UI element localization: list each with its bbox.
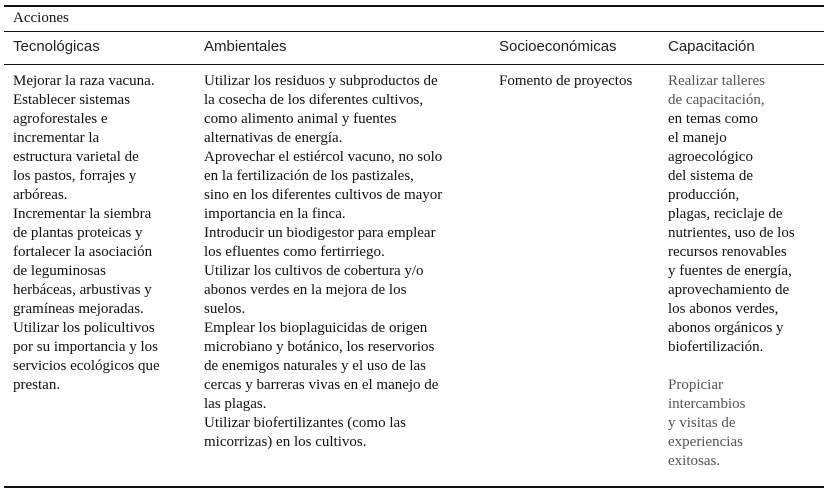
cell-line: Utilizar los residuos y subproductos de <box>204 73 438 89</box>
cell-line: producción, <box>668 187 740 203</box>
header-ambientales: Ambientales <box>204 38 287 55</box>
cell-line: Utilizar biofertilizantes (como las <box>204 415 407 431</box>
column-capacitacion <box>668 72 795 471</box>
cell-line: suelos. <box>204 301 246 317</box>
cell-line: y fuentes de energía, <box>668 263 792 279</box>
cell-line: sino en los diferentes cultivos de mayor <box>204 187 443 203</box>
capacitacion-block-talleres <box>668 72 795 357</box>
table-top-rule <box>4 5 824 7</box>
cell-line: Establecer sistemas <box>13 92 131 108</box>
column-tecnologicas <box>13 72 160 395</box>
column-socioeconomicas <box>499 72 632 91</box>
cell-line: herbáceas, arbustivas y <box>13 282 152 298</box>
cell-line: incrementar la <box>13 130 100 146</box>
cell-line: agroecológico <box>668 149 753 165</box>
block-spacer <box>668 357 795 376</box>
cell-line: el manejo <box>668 130 727 146</box>
header-capacitacion: Capacitación <box>668 38 755 55</box>
cell-line: plagas, reciclaje de <box>668 206 783 222</box>
cell-line: micorrizas) en los cultivos. <box>204 434 367 450</box>
cell-line: Incrementar la siembra <box>13 206 152 222</box>
cell-line: por su importancia y los <box>13 339 158 355</box>
cell-line: Utilizar los policultivos <box>13 320 155 336</box>
header-tecnologicas: Tecnológicas <box>13 38 100 55</box>
cell-line: cercas y barreras vivas en el manejo de <box>204 377 439 393</box>
cell-line: los efluentes como fertirriego. <box>204 244 385 260</box>
cell-line: Propiciar <box>668 377 723 393</box>
table-bottom-rule <box>4 486 824 488</box>
cell-line: intercambios <box>668 396 746 412</box>
cell-line: Utilizar los cultivos de cobertura y/o <box>204 263 424 279</box>
cell-line: abonos verdes en la mejora de los <box>204 282 407 298</box>
cell-line: Fomento de proyectos <box>499 73 633 89</box>
cell-line: fortalecer la asociación <box>13 244 153 260</box>
cell-line: los abonos verdes, <box>668 301 779 317</box>
cell-line: prestan. <box>13 377 61 393</box>
cell-line: microbiano y botánico, los reservorios <box>204 339 435 355</box>
cell-line: experiencias <box>668 434 743 450</box>
cell-line: de leguminosas <box>13 263 106 279</box>
cell-line: de plantas proteicas y <box>13 225 143 241</box>
cell-line: en la fertilización de los pastizales, <box>204 168 414 184</box>
cell-line: arbóreas. <box>13 187 68 203</box>
header-rule <box>4 64 824 65</box>
cell-line: Emplear los bioplaguicidas de origen <box>204 320 428 336</box>
cell-line: servicios ecológicos que <box>13 358 160 374</box>
cell-line: exitosas. <box>668 453 721 469</box>
cell-line: de capacitación, <box>668 92 765 108</box>
cell-line: en temas como <box>668 111 758 127</box>
cell-line: Introducir un biodigestor para emplear <box>204 225 436 241</box>
table-title: Acciones <box>13 10 69 26</box>
cell-line: los pastos, forrajes y <box>13 168 137 184</box>
cell-line: biofertilización. <box>668 339 764 355</box>
cell-line: estructura varietal de <box>13 149 139 165</box>
cell-line: y visitas de <box>668 415 736 431</box>
cell-line: Aprovechar el estiércol vacuno, no solo <box>204 149 443 165</box>
cell-line: abonos orgánicos y <box>668 320 784 336</box>
header-socioeconomicas: Socioeconómicas <box>499 38 617 55</box>
column-ambientales <box>204 72 442 452</box>
title-rule <box>4 31 824 32</box>
cell-line: aprovechamiento de <box>668 282 790 298</box>
cell-line: Realizar talleres <box>668 73 766 89</box>
cell-line: de enemigos naturales y el uso de las <box>204 358 427 374</box>
capacitacion-block-intercambios <box>668 376 795 471</box>
cell-line: como alimento animal y fuentes <box>204 111 397 127</box>
cell-line: recursos renovables <box>668 244 787 260</box>
cell-line: las plagas. <box>204 396 267 412</box>
cell-line: Mejorar la raza vacuna. <box>13 73 155 89</box>
cell-line: la cosecha de los diferentes cultivos, <box>204 92 424 108</box>
cell-line: del sistema de <box>668 168 753 184</box>
cell-line: gramíneas mejoradas. <box>13 301 144 317</box>
cell-line: nutrientes, uso de los <box>668 225 795 241</box>
cell-line: alternativas de energía. <box>204 130 343 146</box>
cell-line: agroforestales e <box>13 111 108 127</box>
cell-line: importancia en la finca. <box>204 206 346 222</box>
